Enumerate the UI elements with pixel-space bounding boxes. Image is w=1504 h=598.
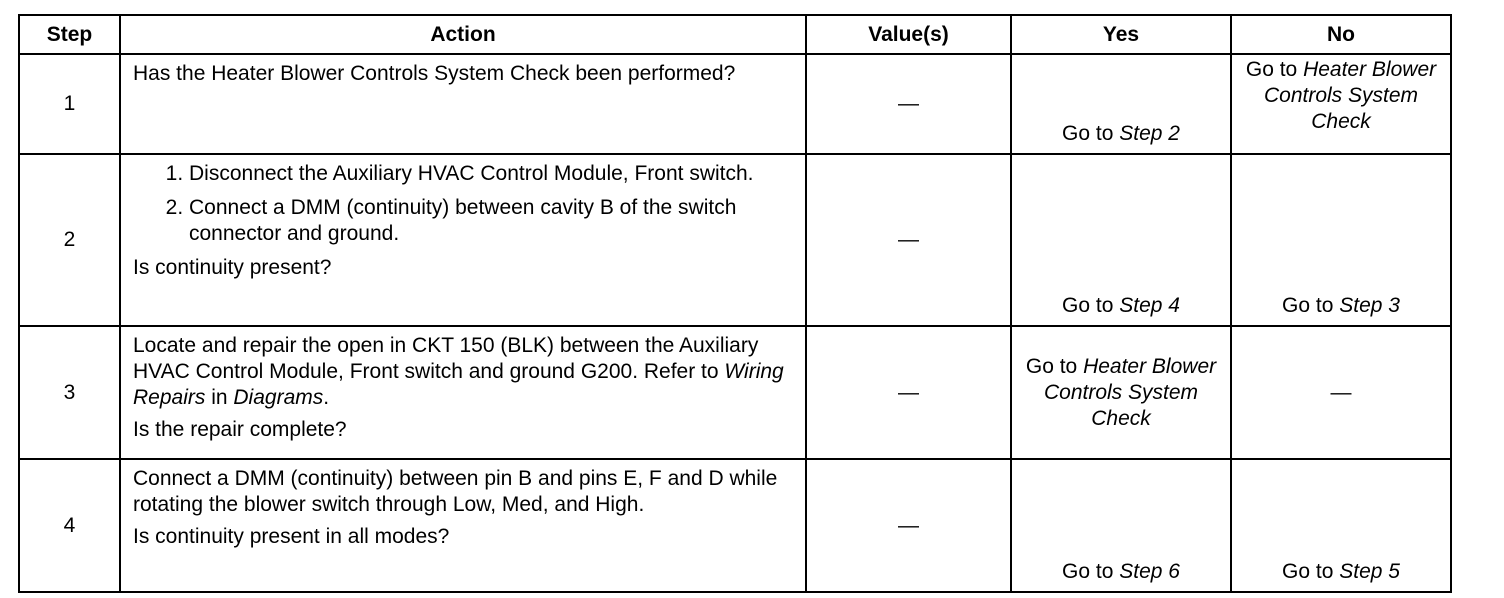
step-number: 3 (19, 326, 120, 459)
action-instruction (133, 333, 793, 411)
action-text-b: in (205, 386, 234, 409)
action-text-c: . (323, 386, 330, 409)
no-prefix: Go to (1245, 58, 1304, 81)
yes-prefix: Go to (1062, 294, 1120, 317)
yes-cell (1011, 459, 1231, 592)
step-number: 1 (19, 54, 120, 154)
wiring-repairs-link[interactable]: Wiring Repairs (133, 360, 784, 409)
action-instruction: Connect a DMM (continuity) between pin B and pins E, F and D while rotating the blower switch through Low, Med, and High. (133, 467, 778, 516)
yes-cell (1011, 326, 1231, 459)
yes-cell (1011, 154, 1231, 326)
header-row (19, 15, 1451, 54)
substep: 1. Disconnect the Auxiliary HVAC Control Module, Front switch. (189, 161, 793, 187)
no-link[interactable]: Heater Blower Controls System Check (1263, 58, 1437, 133)
diagnostic-table (18, 14, 1452, 593)
diagrams-link[interactable]: Diagrams (233, 386, 324, 409)
action-substeps (133, 161, 793, 247)
value-cell: — (806, 326, 1011, 459)
yes-link[interactable]: Step 2 (1119, 122, 1180, 145)
header-action: Action (120, 15, 806, 54)
no-prefix: Go to (1282, 560, 1340, 583)
yes-cell (1011, 54, 1231, 154)
action-text (120, 459, 806, 592)
action-question: Is continuity present? (133, 256, 332, 279)
value-cell: — (806, 54, 1011, 154)
value-cell: — (806, 154, 1011, 326)
value-cell: — (806, 459, 1011, 592)
table-row (19, 54, 1451, 154)
no-link[interactable]: Step 5 (1339, 560, 1400, 583)
yes-prefix: Go to (1062, 122, 1120, 145)
step-number: 4 (19, 459, 120, 592)
no-link[interactable]: Step 3 (1339, 294, 1400, 317)
action-text-a: Locate and repair the open in CKT 150 (BLK) between the Auxiliary HVAC Control Module, Front switch and ground G200. Refer to (133, 334, 759, 383)
table-row (19, 326, 1451, 459)
yes-prefix: Go to (1062, 560, 1120, 583)
yes-link[interactable]: Heater Blower Controls System Check (1043, 354, 1217, 430)
step-number: 2 (19, 154, 120, 326)
header-step: Step (19, 15, 120, 54)
action-question: Is the repair complete? (133, 418, 347, 441)
no-cell: — (1231, 326, 1451, 459)
header-no: No (1231, 15, 1451, 54)
action-question: Has the Heater Blower Controls System Check been performed? (133, 62, 736, 85)
action-text (120, 326, 806, 459)
action-question: Is continuity present in all modes? (133, 525, 450, 548)
no-prefix: Go to (1282, 294, 1340, 317)
action-text (120, 54, 806, 154)
no-cell (1231, 54, 1451, 154)
yes-link[interactable]: Step 6 (1119, 560, 1180, 583)
no-cell (1231, 459, 1451, 592)
action-text (120, 154, 806, 326)
yes-link[interactable]: Step 4 (1119, 294, 1180, 317)
header-values: Value(s) (806, 15, 1011, 54)
header-yes: Yes (1011, 15, 1231, 54)
yes-prefix: Go to (1025, 354, 1084, 378)
no-cell (1231, 154, 1451, 326)
substep: 2. Connect a DMM (continuity) between cavity B of the switch connector and ground. (189, 195, 793, 247)
table-row (19, 459, 1451, 592)
table-row (19, 154, 1451, 326)
